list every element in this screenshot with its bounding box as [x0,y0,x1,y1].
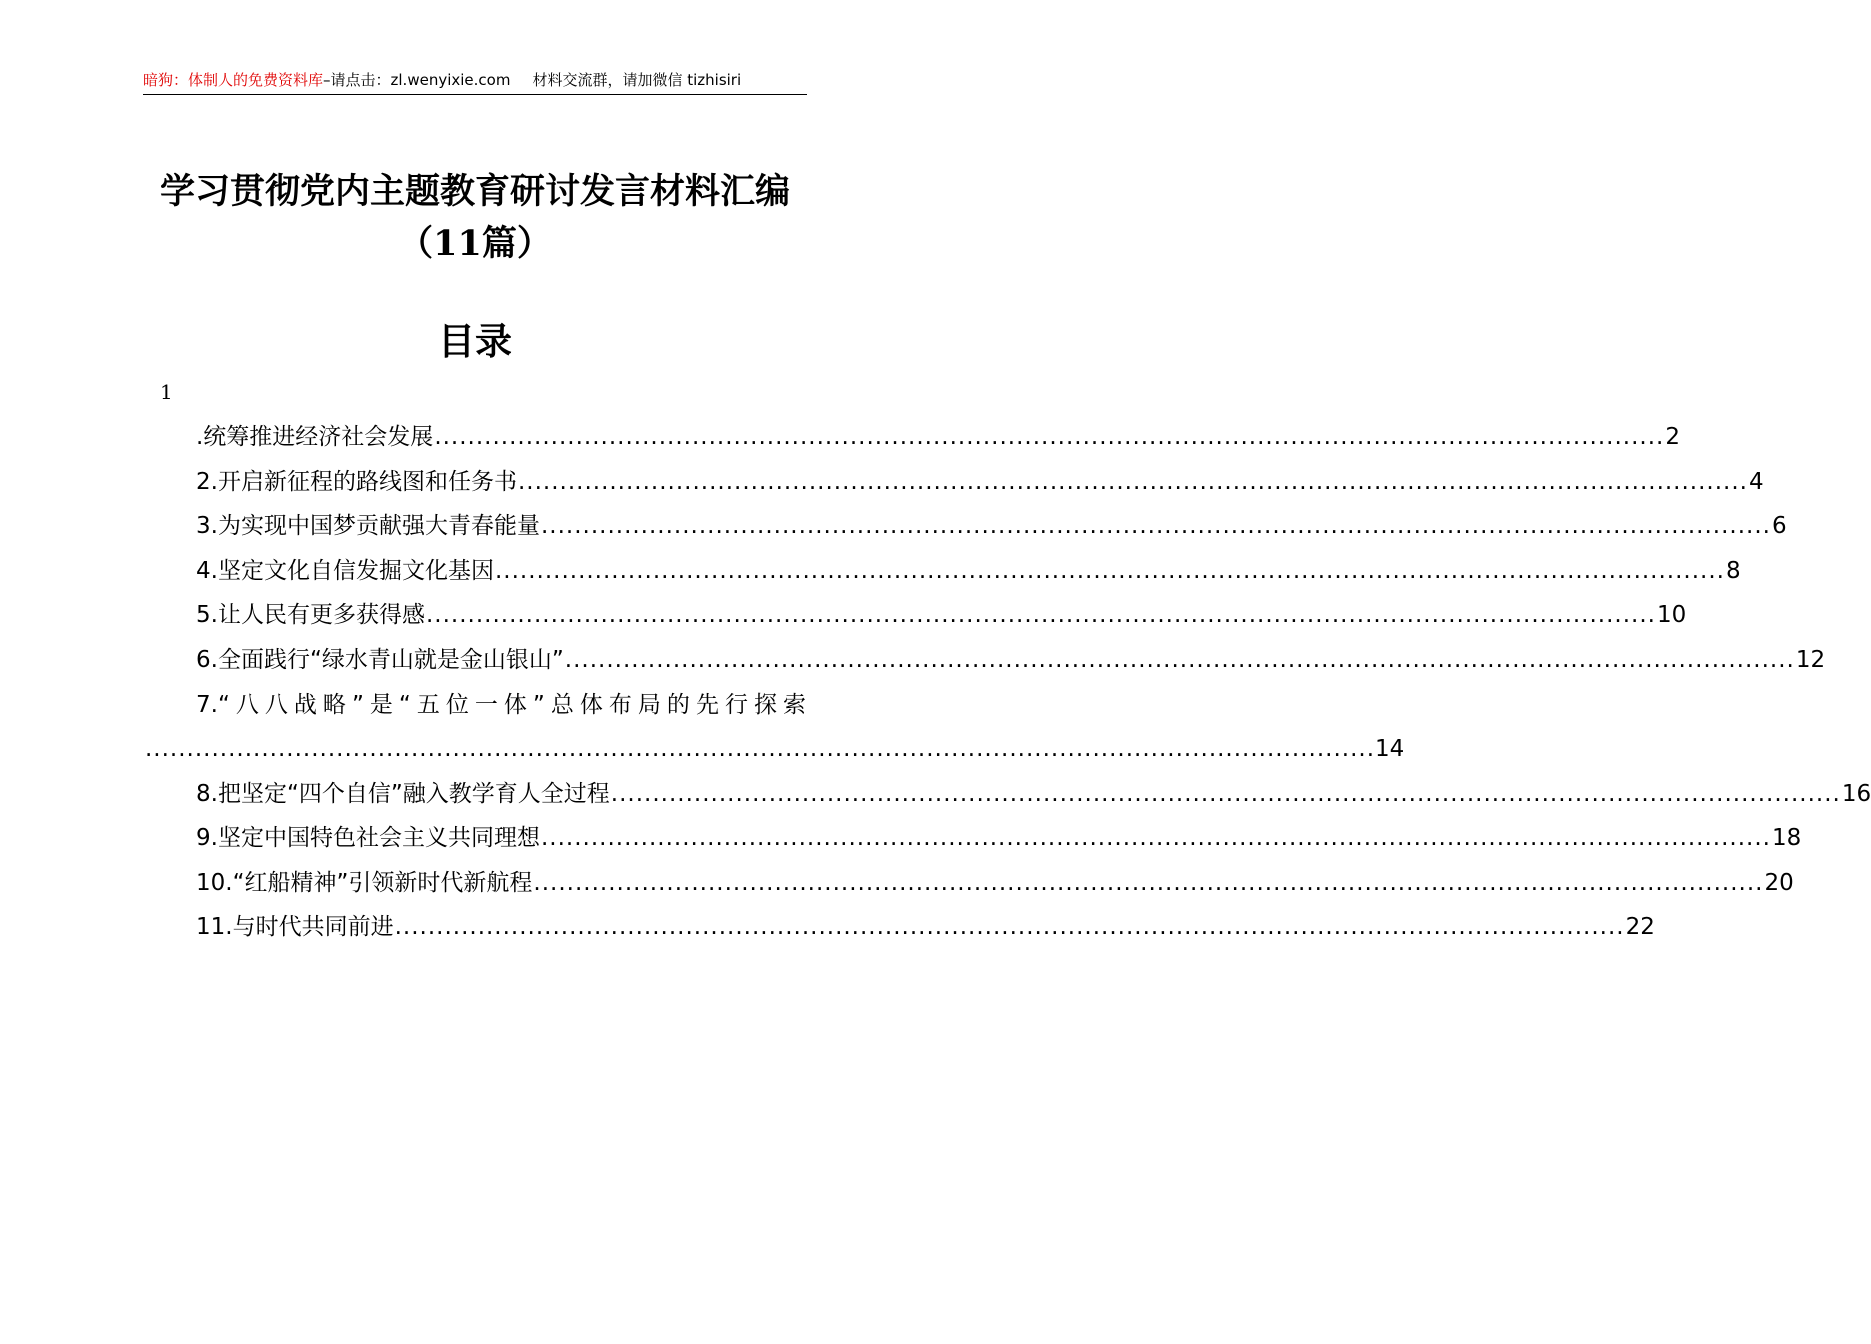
document-subtitle: （11篇） [398,223,552,264]
toc-entry-page: 10 [1657,602,1687,628]
toc-entry-page: 22 [1625,914,1655,940]
toc-entry-label: 8.把坚定“四个自信”融入教学育人全过程 [196,781,610,807]
toc-entry[interactable] [196,554,1741,588]
toc-entry-label: 2.开启新征程的路线图和任务书 [196,469,517,495]
toc-entry-label: 11.与时代共同前进 [196,914,394,940]
toc-entry-page: 18 [1772,825,1802,851]
toc-entry-page: 14 [1375,736,1405,762]
dot-leader: .................................................................................................................................................... [145,736,1376,762]
page-header [143,66,807,95]
dot-leader: .................................................................................................................................................... [425,602,1656,628]
toc-entry[interactable] [196,420,1680,454]
dot-leader: .................................................................................................................................................... [610,781,1841,807]
header-link-text[interactable]: –请点击：zl.wenyixie.com [323,71,511,89]
toc-entry[interactable] [196,910,1655,944]
toc-entry-page: 20 [1764,870,1794,896]
document-title: 学习贯彻党内主题教育研讨发言材料汇编 [159,171,790,212]
toc-entry[interactable] [196,509,1787,543]
toc-entry-page: 4 [1749,469,1764,495]
toc-entry[interactable] [196,821,1802,855]
toc-heading: 目录 [438,319,512,363]
toc-entry-page: 2 [1665,424,1680,450]
toc-entry-page: 8 [1726,558,1741,584]
dot-leader: .................................................................................................................................................... [564,647,1795,673]
toc-entry[interactable] [196,866,1794,900]
toc-entry-label: 9.坚定中国特色社会主义共同理想 [196,825,540,851]
dot-leader: .................................................................................................................................................... [540,513,1771,539]
toc-entry-page: 12 [1795,647,1826,673]
dot-leader: .................................................................................................................................................... [394,914,1625,940]
dot-leader: .................................................................................................................................................... [533,870,1764,896]
header-contact-text: 材料交流群，请加微信 tizhisiri [532,71,742,89]
toc-entry[interactable] [196,777,1871,811]
toc-entry-page: 16 [1841,781,1871,807]
toc-entry[interactable] [196,465,1764,499]
toc-entry-label: 6.全面践行“绿水青山就是金山银山” [196,647,564,673]
stray-number: 1 [160,380,173,404]
dot-leader: .................................................................................................................................................... [494,558,1725,584]
toc-entry-label[interactable]: 7.“八八战略”是“五位一体”总体布局的先行探索 [196,692,806,718]
dot-leader: .................................................................................................................................................... [434,424,1665,450]
toc-entry-label: 10.“红船精神”引领新时代新航程 [196,870,533,896]
dot-leader: .................................................................................................................................................... [517,469,1748,495]
toc-entry[interactable] [196,643,1826,677]
toc-entry-continuation[interactable] [145,732,1405,766]
dot-leader: .................................................................................................................................................... [540,825,1771,851]
toc-entry-page: 6 [1772,513,1787,539]
toc-entry-label: 3.为实现中国梦贡献强大青春能量 [196,513,540,539]
header-site-name: 暗狗：体制人的免费资料库 [143,71,324,89]
toc-entry-label: .统筹推进经济社会发展 [196,424,434,450]
toc-entry[interactable] [196,598,1687,632]
toc-entry-label: 5.让人民有更多获得感 [196,602,425,628]
toc-entry-label: 4.坚定文化自信发掘文化基因 [196,558,494,584]
